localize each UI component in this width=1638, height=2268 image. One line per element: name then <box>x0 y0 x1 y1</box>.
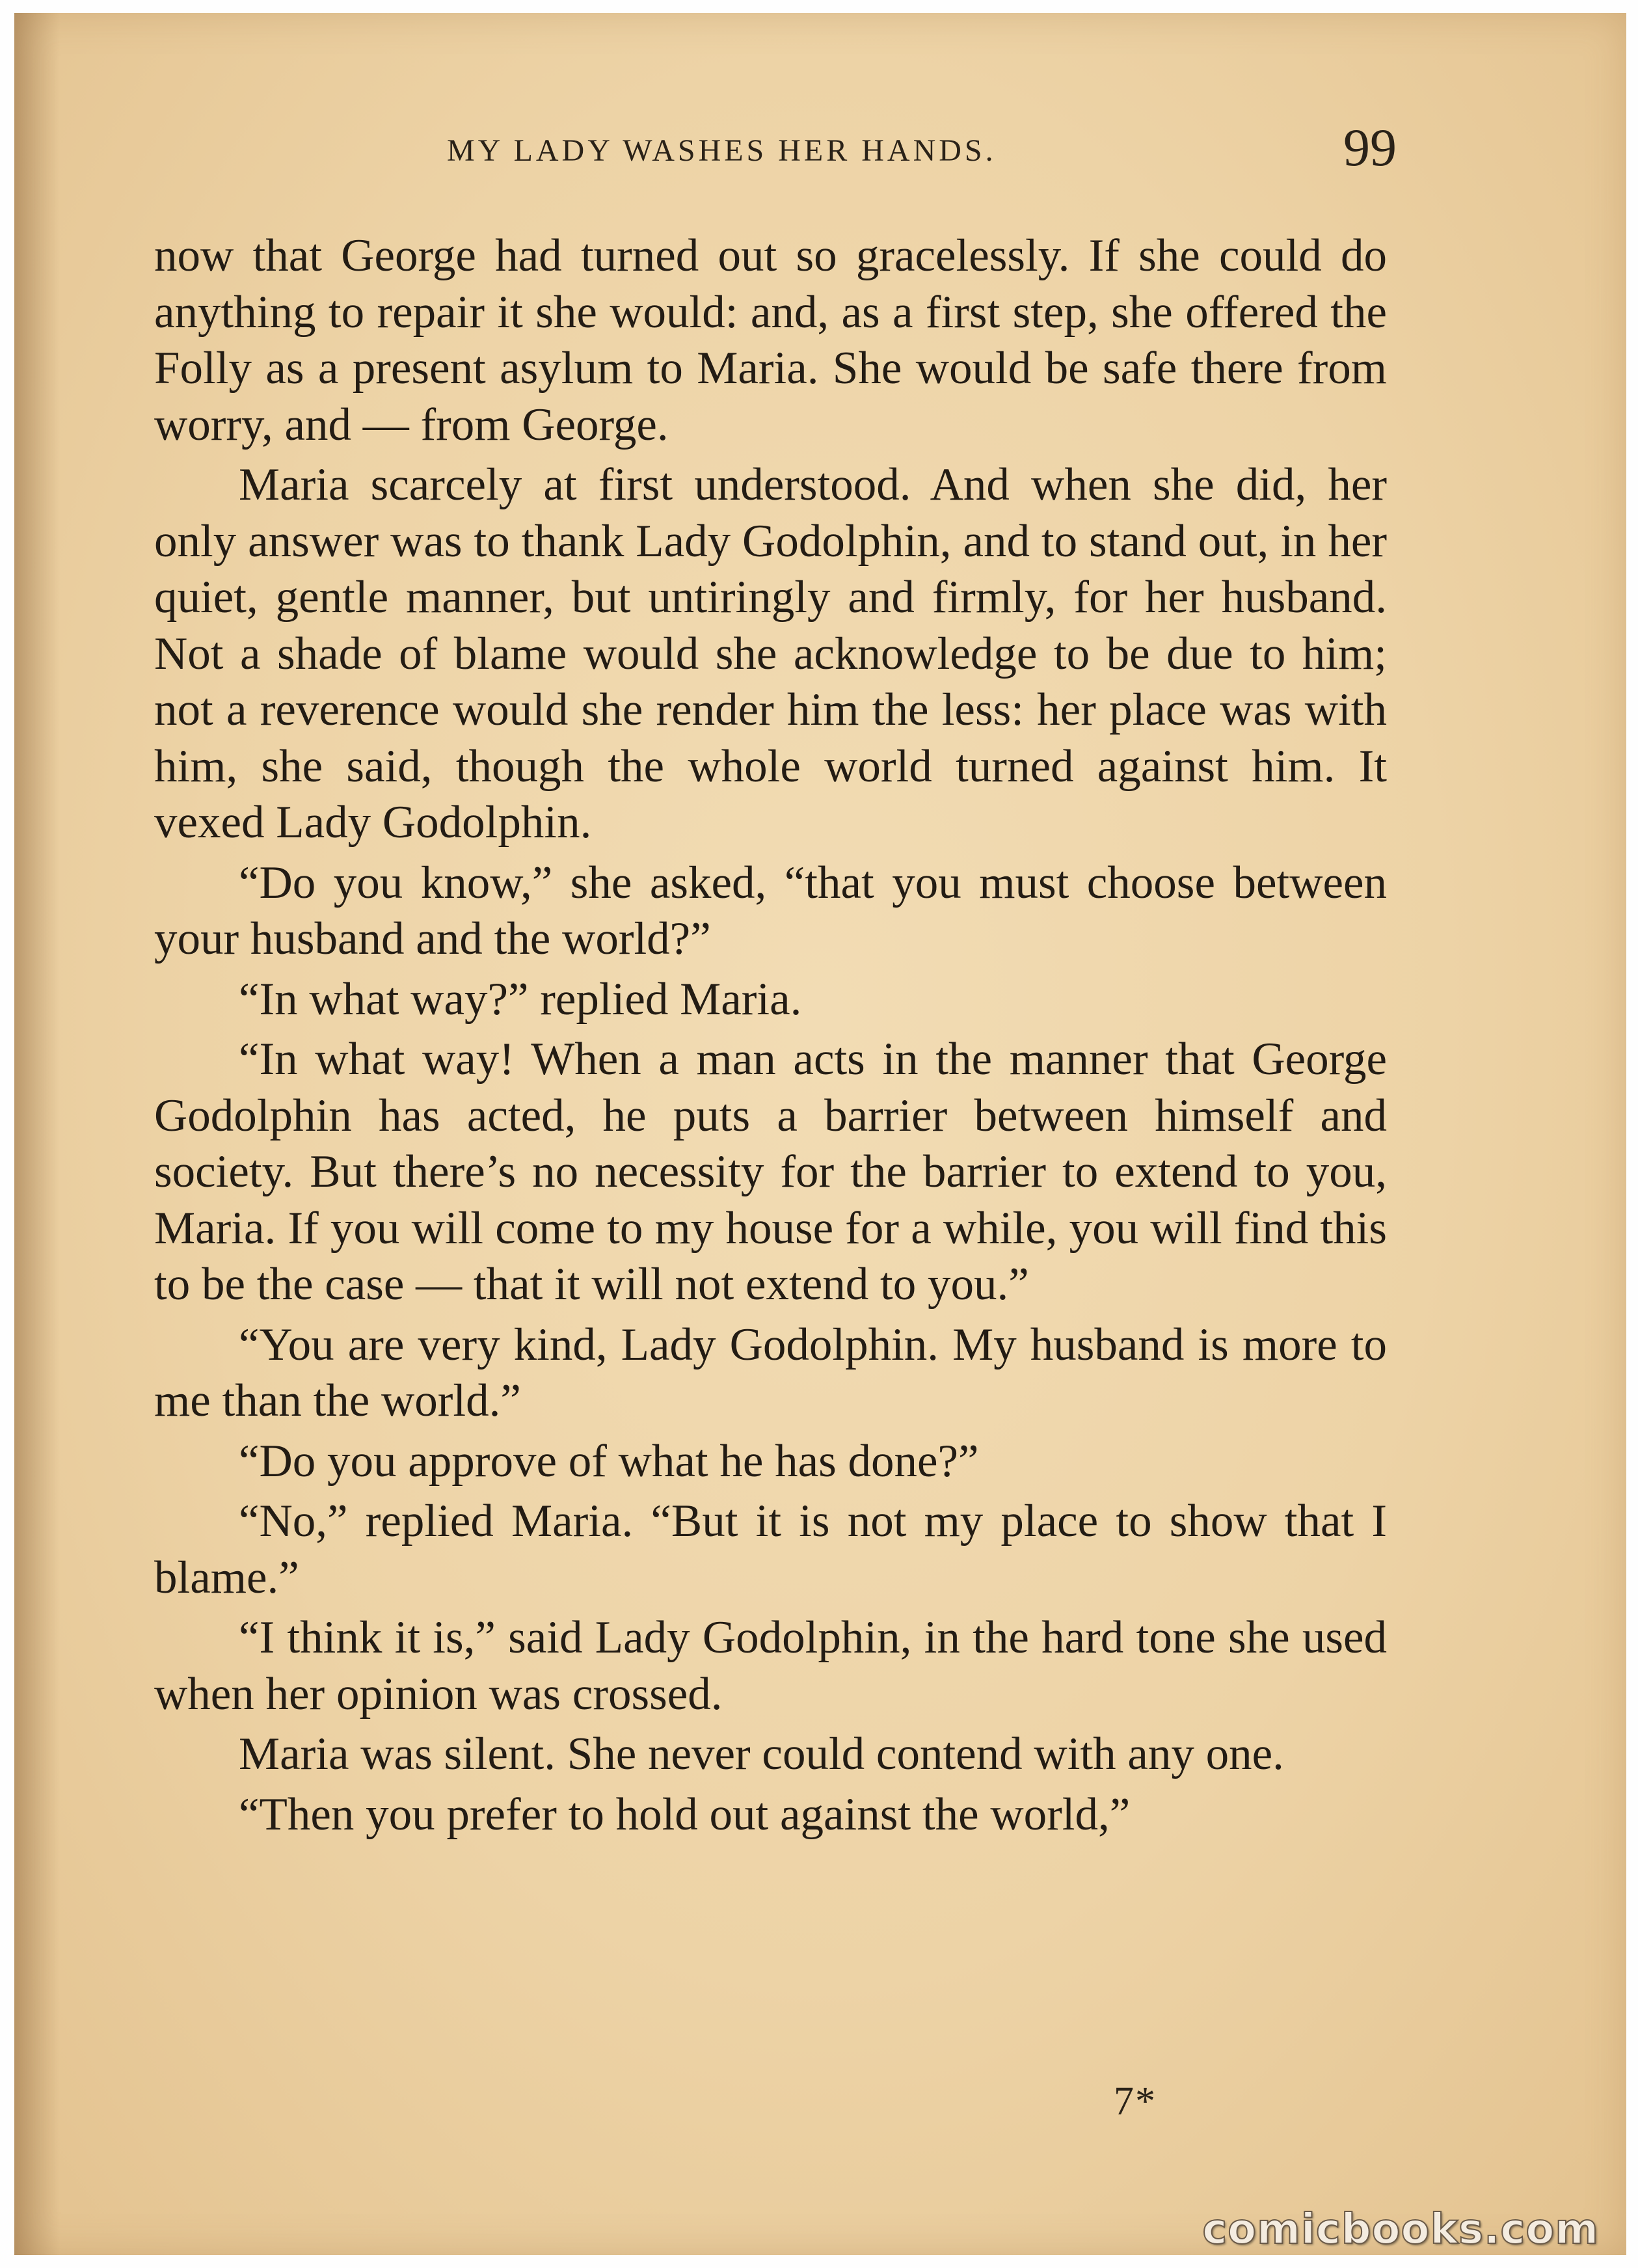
paragraph: “No,” replied Maria. “But it is not my place to show that I blame.” <box>154 1496 1387 1603</box>
page-number: 99 <box>1343 118 1397 177</box>
page-header <box>144 117 1397 176</box>
body-text <box>154 228 1387 1846</box>
paragraph: Maria scarcely at first understood. And when she did, her only answer was to thank Lady Godolphin, and to stand out, in her quiet, gentle manner, but untiringly and firmly, for her husband. Not a shade of blame would she acknowledge to be due to him; not a reverence would she render him the less: her place was with him, she said, though the whole world turned against him. It vexed Lady Godolphin. <box>154 459 1387 848</box>
spine-shadow <box>14 13 60 2255</box>
paragraph: “Do you approve of what he has done?” <box>239 1435 979 1487</box>
signature-mark: 7* <box>1114 2079 1157 2124</box>
book-page <box>14 13 1626 2255</box>
paragraph: “Then you prefer to hold out against the world,” <box>239 1789 1131 1840</box>
paragraph: now that George had turned out so gracelessly. If she could do anything to repair it she would: and, as a first step, she offered the Folly as a present asylum to Maria. She would be safe there from worry, and — from George. <box>154 230 1387 450</box>
paragraph: “In what way?” replied Maria. <box>239 973 802 1025</box>
watermark: comicbooks.com <box>1202 2206 1599 2254</box>
running-head: MY LADY WASHES HER HANDS. <box>447 133 997 168</box>
paragraph: Maria was silent. She never could contend with any one. <box>239 1729 1284 1779</box>
paragraph: “I think it is,” said Lady Godolphin, in the hard tone she used when her opinion was crossed. <box>154 1612 1387 1720</box>
paragraph: “In what way! When a man acts in the manner that George Godolphin has acted, he puts a barrier between himself and society. But there’s no necessity for the barrier to extend to you, Maria. If you will come to my house for a while, you will find this to be the case — that it will not extend to you.” <box>154 1034 1387 1310</box>
paragraph: “You are very kind, Lady Godolphin. My husband is more to me than the world.” <box>154 1319 1387 1426</box>
paragraph: “Do you know,” she asked, “that you must choose between your husband and the world?” <box>154 857 1387 964</box>
